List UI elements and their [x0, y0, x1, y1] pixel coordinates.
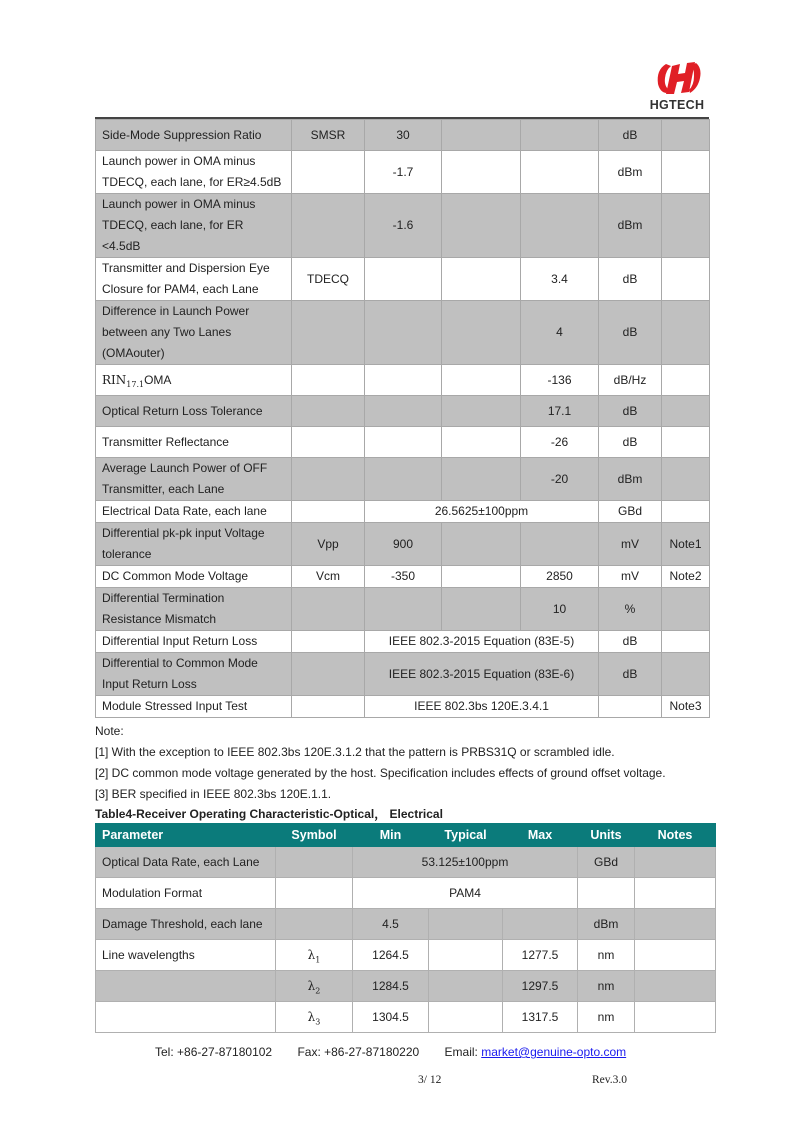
- param-cell: [96, 523, 292, 566]
- param-cell: DC Common Mode Voltage: [96, 566, 292, 588]
- symbol-cell: Vpp: [292, 523, 365, 566]
- table-row: [96, 631, 710, 653]
- max-cell: [521, 120, 599, 151]
- param-cell: Line wavelengths: [96, 940, 276, 971]
- min-cell: 1264.5: [353, 940, 429, 971]
- typ-cell: [442, 258, 521, 301]
- symbol-cell: [292, 631, 365, 653]
- table-row: [96, 258, 710, 301]
- param-line: Launch power in OMA minus: [102, 197, 256, 211]
- notes-cell: [662, 653, 710, 696]
- value-span-cell: 26.5625±100ppm: [365, 501, 599, 523]
- param-cell: Electrical Data Rate, each lane: [96, 501, 292, 523]
- footer-contact: [155, 1045, 626, 1060]
- min-cell: [365, 365, 442, 396]
- symbol-cell: [276, 878, 353, 909]
- typ-cell: [429, 909, 503, 940]
- hgtech-logo: [643, 60, 713, 116]
- param-line: Differential pk-pk input Voltage: [102, 526, 265, 540]
- min-cell: 4.5: [353, 909, 429, 940]
- lambda-symbol: [307, 979, 321, 996]
- symbol-cell: [292, 194, 365, 258]
- param-cell: [96, 151, 292, 194]
- min-cell: [365, 458, 442, 501]
- max-cell: 10: [521, 588, 599, 631]
- units-cell: dB: [599, 631, 662, 653]
- param-cell: Optical Data Rate, each Lane: [96, 847, 276, 878]
- table-row: [96, 458, 710, 501]
- table-row: [96, 301, 710, 365]
- symbol-cell: [292, 696, 365, 718]
- symbol-cell: [292, 151, 365, 194]
- lambda-symbol: [307, 948, 321, 965]
- table-row: [96, 194, 710, 258]
- max-cell: 4: [521, 301, 599, 365]
- logo-mark-icon: [652, 60, 704, 96]
- param-line: Differential to Common Mode: [102, 656, 258, 670]
- typ-cell: [442, 151, 521, 194]
- param-line: Average Launch Power of OFF: [102, 461, 268, 475]
- max-cell: [521, 523, 599, 566]
- typ-cell: [442, 523, 521, 566]
- symbol-cell: [292, 365, 365, 396]
- max-cell: 2850: [521, 566, 599, 588]
- table-row: [96, 847, 716, 878]
- symbol-cell: [292, 653, 365, 696]
- typ-cell: [442, 458, 521, 501]
- max-cell: 3.4: [521, 258, 599, 301]
- max-cell: -20: [521, 458, 599, 501]
- lambda-glyph: λ: [307, 979, 316, 993]
- column-header-symbol: Symbol: [276, 824, 353, 847]
- table-row: [96, 566, 710, 588]
- min-cell: 1304.5: [353, 1002, 429, 1033]
- symbol-cell: SMSR: [292, 120, 365, 151]
- footer-email-label: Email:: [444, 1045, 482, 1059]
- param-cell: [96, 365, 292, 396]
- value-span-cell: IEEE 802.3-2015 Equation (83E-5): [365, 631, 599, 653]
- max-cell: [521, 151, 599, 194]
- notes-cell: [635, 878, 716, 909]
- param-line: Transmitter and Dispersion Eye: [102, 261, 270, 275]
- max-cell: -136: [521, 365, 599, 396]
- param-cell: [96, 588, 292, 631]
- typ-cell: [442, 427, 521, 458]
- notes-cell: Note2: [662, 566, 710, 588]
- units-cell: dB: [599, 396, 662, 427]
- units-cell: GBd: [599, 501, 662, 523]
- param-cell: Transmitter Reflectance: [96, 427, 292, 458]
- param-line: Input Return Loss: [102, 677, 197, 691]
- table-row: [96, 365, 710, 396]
- page-content: [95, 117, 715, 1033]
- lambda-glyph: λ: [307, 948, 316, 962]
- param-cell: Differential Input Return Loss: [96, 631, 292, 653]
- units-cell: [578, 878, 635, 909]
- notes-cell: [662, 120, 710, 151]
- notes-cell: [662, 396, 710, 427]
- param-cell: Side-Mode Suppression Ratio: [96, 120, 292, 151]
- typ-cell: [442, 566, 521, 588]
- typ-cell: [442, 194, 521, 258]
- table-row: [96, 501, 710, 523]
- table-row: [96, 940, 716, 971]
- notes-cell: [635, 847, 716, 878]
- table-row: [96, 878, 716, 909]
- param-line: Closure for PAM4, each Lane: [102, 282, 259, 296]
- min-cell: [365, 427, 442, 458]
- typ-cell: [429, 940, 503, 971]
- param-line: TDECQ, each lane, for ER≥4.5dB: [102, 175, 282, 189]
- param-cell: [96, 653, 292, 696]
- notes-block: [95, 721, 715, 805]
- column-header-units: Units: [578, 824, 635, 847]
- units-cell: dB: [599, 653, 662, 696]
- symbol-cell: [276, 940, 353, 971]
- param-cell: [96, 258, 292, 301]
- max-cell: [503, 909, 578, 940]
- lambda-index: 3: [315, 1017, 321, 1027]
- units-cell: nm: [578, 940, 635, 971]
- column-header-min: Min: [353, 824, 429, 847]
- table4-title: Table4-Receiver Operating Characteristic-Optical， Electrical: [95, 807, 443, 821]
- param-cell: Module Stressed Input Test: [96, 696, 292, 718]
- column-header-notes: Notes: [635, 824, 716, 847]
- param-line: Resistance Mismatch: [102, 612, 217, 626]
- table-row: [96, 588, 710, 631]
- typ-cell: [442, 396, 521, 427]
- column-header-max: Max: [503, 824, 578, 847]
- units-cell: dBm: [599, 458, 662, 501]
- value-span-cell: PAM4: [353, 878, 578, 909]
- value-span-cell: IEEE 802.3bs 120E.3.4.1: [365, 696, 599, 718]
- table-row: [96, 523, 710, 566]
- symbol-cell: Vcm: [292, 566, 365, 588]
- notes-cell: [635, 940, 716, 971]
- param-rin: [102, 373, 171, 387]
- max-cell: 1317.5: [503, 1002, 578, 1033]
- notes-cell: [662, 258, 710, 301]
- table-row: [96, 653, 710, 696]
- page-number: 3/ 12: [418, 1074, 442, 1086]
- min-cell: 30: [365, 120, 442, 151]
- receiver-spec-table: [95, 823, 716, 1033]
- param-line: Launch power in OMA minus: [102, 154, 256, 168]
- table-header-row: [96, 824, 716, 847]
- lambda-index: 2: [315, 986, 321, 996]
- units-cell: dBm: [578, 909, 635, 940]
- min-cell: [365, 258, 442, 301]
- brand-name: HGTECH: [649, 98, 705, 112]
- units-cell: dB: [599, 258, 662, 301]
- units-cell: dB/Hz: [599, 365, 662, 396]
- max-cell: 1297.5: [503, 971, 578, 1002]
- note-item: [1] With the exception to IEEE 802.3bs 120E.3.1.2 that the pattern is PRBS31Q or scrambled idle.: [95, 745, 615, 759]
- notes-cell: [662, 458, 710, 501]
- symbol-cell: [292, 588, 365, 631]
- notes-cell: [635, 971, 716, 1002]
- symbol-cell: [292, 301, 365, 365]
- symbol-cell: [276, 1002, 353, 1033]
- table-row: [96, 120, 710, 151]
- typ-cell: [442, 120, 521, 151]
- table-row: [96, 1002, 716, 1033]
- param-line: Transmitter, each Lane: [102, 482, 225, 496]
- footer-fax: Fax: +86-27-87180220: [297, 1045, 420, 1059]
- param-line: (OMAouter): [102, 346, 165, 360]
- min-cell: -350: [365, 566, 442, 588]
- lambda-glyph: λ: [307, 1010, 316, 1024]
- table-row: [96, 971, 716, 1002]
- note-item: [3] BER specified in IEEE 802.3bs 120E.1.1.: [95, 787, 332, 801]
- param-cell: Modulation Format: [96, 878, 276, 909]
- param-line: TDECQ, each lane, for ER <4.5dB: [102, 218, 244, 253]
- max-cell: 17.1: [521, 396, 599, 427]
- symbol-cell: [292, 501, 365, 523]
- param-line: tolerance: [102, 547, 152, 561]
- min-cell: -1.7: [365, 151, 442, 194]
- units-cell: mV: [599, 566, 662, 588]
- min-cell: [365, 396, 442, 427]
- note-item: [2] DC common mode voltage generated by the host. Specification includes effects of ground offset voltage.: [95, 766, 666, 780]
- param-tail: OMA: [144, 372, 172, 387]
- notes-heading: Note:: [95, 724, 124, 738]
- typ-cell: [442, 365, 521, 396]
- param-cell: [96, 1002, 276, 1033]
- min-cell: 1284.5: [353, 971, 429, 1002]
- min-cell: [365, 301, 442, 365]
- param-main: RIN: [102, 372, 127, 387]
- typ-cell: [442, 301, 521, 365]
- symbol-cell: [276, 909, 353, 940]
- value-span-cell: IEEE 802.3-2015 Equation (83E-6): [365, 653, 599, 696]
- notes-cell: [662, 301, 710, 365]
- param-cell: [96, 971, 276, 1002]
- notes-cell: [662, 151, 710, 194]
- units-cell: nm: [578, 971, 635, 1002]
- notes-cell: [662, 427, 710, 458]
- notes-cell: [635, 1002, 716, 1033]
- lambda-symbol: [307, 1010, 321, 1027]
- param-cell: Optical Return Loss Tolerance: [96, 396, 292, 427]
- param-cell: [96, 301, 292, 365]
- table-row: [96, 151, 710, 194]
- units-cell: mV: [599, 523, 662, 566]
- column-header-typical: Typical: [429, 824, 503, 847]
- max-cell: 1277.5: [503, 940, 578, 971]
- notes-cell: [662, 365, 710, 396]
- table-row: [96, 696, 710, 718]
- min-cell: [365, 588, 442, 631]
- param-line: Differential Termination: [102, 591, 225, 605]
- notes-cell: [662, 588, 710, 631]
- symbol-cell: [292, 427, 365, 458]
- column-header-parameter: Parameter: [96, 824, 276, 847]
- symbol-cell: [292, 458, 365, 501]
- units-cell: dB: [599, 301, 662, 365]
- symbol-cell: TDECQ: [292, 258, 365, 301]
- param-cell: [96, 458, 292, 501]
- units-cell: dB: [599, 427, 662, 458]
- notes-cell: [662, 194, 710, 258]
- lambda-index: 1: [315, 955, 321, 965]
- units-cell: [599, 696, 662, 718]
- max-cell: -26: [521, 427, 599, 458]
- transmitter-spec-table: [95, 119, 710, 718]
- units-cell: dBm: [599, 194, 662, 258]
- symbol-cell: [292, 396, 365, 427]
- typ-cell: [442, 588, 521, 631]
- notes-cell: [662, 501, 710, 523]
- revision: Rev.3.0: [592, 1074, 628, 1086]
- min-cell: 900: [365, 523, 442, 566]
- notes-cell: Note3: [662, 696, 710, 718]
- notes-cell: [662, 631, 710, 653]
- table-row: [96, 427, 710, 458]
- param-cell: [96, 194, 292, 258]
- units-cell: nm: [578, 1002, 635, 1033]
- footer-email-link[interactable]: market@genuine-opto.com: [481, 1045, 627, 1059]
- units-cell: GBd: [578, 847, 635, 878]
- footer-tel: Tel: +86-27-87180102: [155, 1045, 273, 1059]
- min-cell: -1.6: [365, 194, 442, 258]
- typ-cell: [429, 971, 503, 1002]
- param-cell: Damage Threshold, each lane: [96, 909, 276, 940]
- param-line: Difference in Launch Power: [102, 304, 250, 318]
- symbol-cell: [276, 847, 353, 878]
- value-span-cell: 53.125±100ppm: [353, 847, 578, 878]
- notes-cell: Note1: [662, 523, 710, 566]
- units-cell: dB: [599, 120, 662, 151]
- units-cell: dBm: [599, 151, 662, 194]
- typ-cell: [429, 1002, 503, 1033]
- notes-cell: [635, 909, 716, 940]
- table-row: [96, 396, 710, 427]
- table-row: [96, 909, 716, 940]
- units-cell: %: [599, 588, 662, 631]
- symbol-cell: [276, 971, 353, 1002]
- param-line: between any Two Lanes: [102, 325, 232, 339]
- max-cell: [521, 194, 599, 258]
- param-subscript: 17.1: [126, 379, 145, 389]
